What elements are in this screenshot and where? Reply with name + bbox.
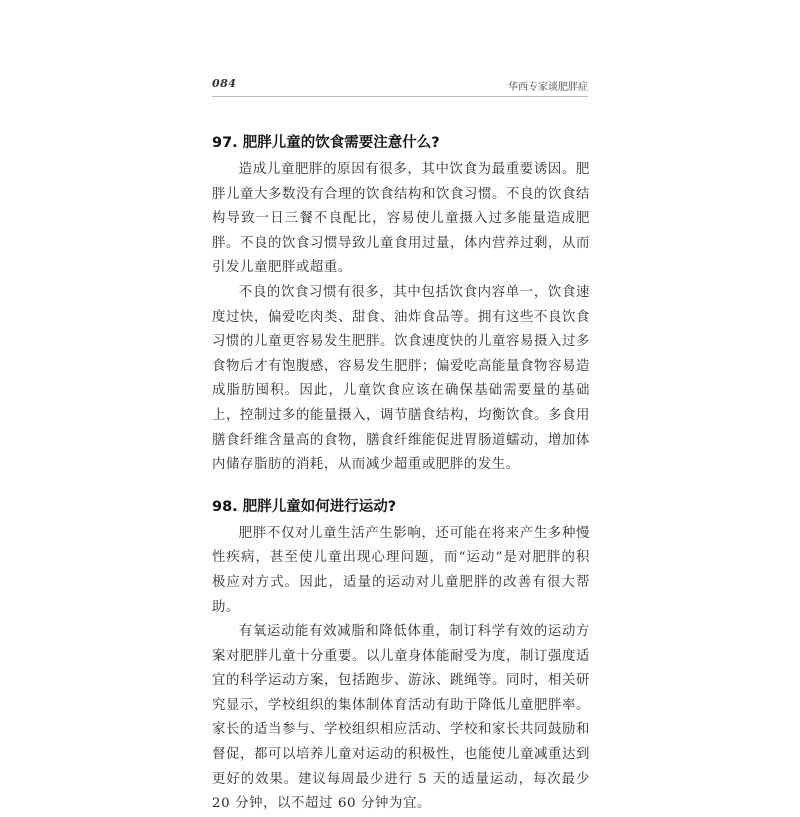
page-number: 084	[212, 77, 237, 90]
question-98-paragraph-1: 肥胖不仅对儿童生活产生影响，还可能在将来产生多种慢性疾病，甚至使儿童出现心理问题，而“运动”是对肥胖的积极应对方式。因此，适量的运动对儿童肥胖的改善有很大帮助。	[212, 525, 590, 615]
section-97	[212, 132, 590, 478]
question-97-paragraph-1: 造成儿童肥胖的原因有很多，其中饮食为最重要诱因。肥胖儿童大多数没有合理的饮食结构和饮食习惯。不良的饮食结构导致一日三餐不良配比，容易使儿童摄入过多能量造成肥胖。不良的饮食习惯导致儿童食用过量，体内营养过剩，从而引发儿童肥胖或超重。	[212, 162, 590, 276]
page-body	[212, 132, 590, 817]
section-98	[212, 496, 590, 817]
running-head-book-title: 华西专家谈肥胖症	[508, 82, 588, 93]
question-97-paragraph-2: 不良的饮食习惯有很多，其中包括饮食内容单一，饮食速度过快，偏爱吃肉类、甜食、油炸食品等。拥有这些不良饮食习惯的儿童更容易发生肥胖。饮食速度快的儿童容易摄入过多食物后才有饱腹感，容易发生肥胖；偏爱吃高能量食物容易造成脂肪囤积。因此，儿童饮食应该在确保基础需要量的基础上，控制过多的能量摄入，调节膳食结构，均衡饮食。多食用膳食纤维含量高的食物，膳食纤维能促进胃肠道蠕动，增加体内储存脂肪的消耗，从而减少超重或肥胖的发生。	[212, 284, 590, 473]
question-98-title: 98. 肥胖儿童如何进行运动?	[212, 498, 397, 515]
question-98-paragraph-2: 有氧运动能有效减脂和降低体重，制订科学有效的运动方案对肥胖儿童十分重要。以儿童身体能耐受为度，制订强度适宜的科学运动方案，包括跑步、游泳、跳绳等。同时，相关研究显示，学校组织的集体制体育活动有助于降低儿童肥胖率。家长的适当参与、学校组织相应活动、学校和家长共同鼓励和督促，都可以培养儿童对运动的积极性，也能使儿童减重达到更好的效果。建议每周最少进行 5 天的适量运动，每次最少 20 分钟，以不超过 60 分钟为宜。	[212, 624, 590, 812]
header-rule	[212, 96, 588, 97]
question-97-title: 97. 肥胖儿童的饮食需要注意什么?	[212, 135, 440, 151]
